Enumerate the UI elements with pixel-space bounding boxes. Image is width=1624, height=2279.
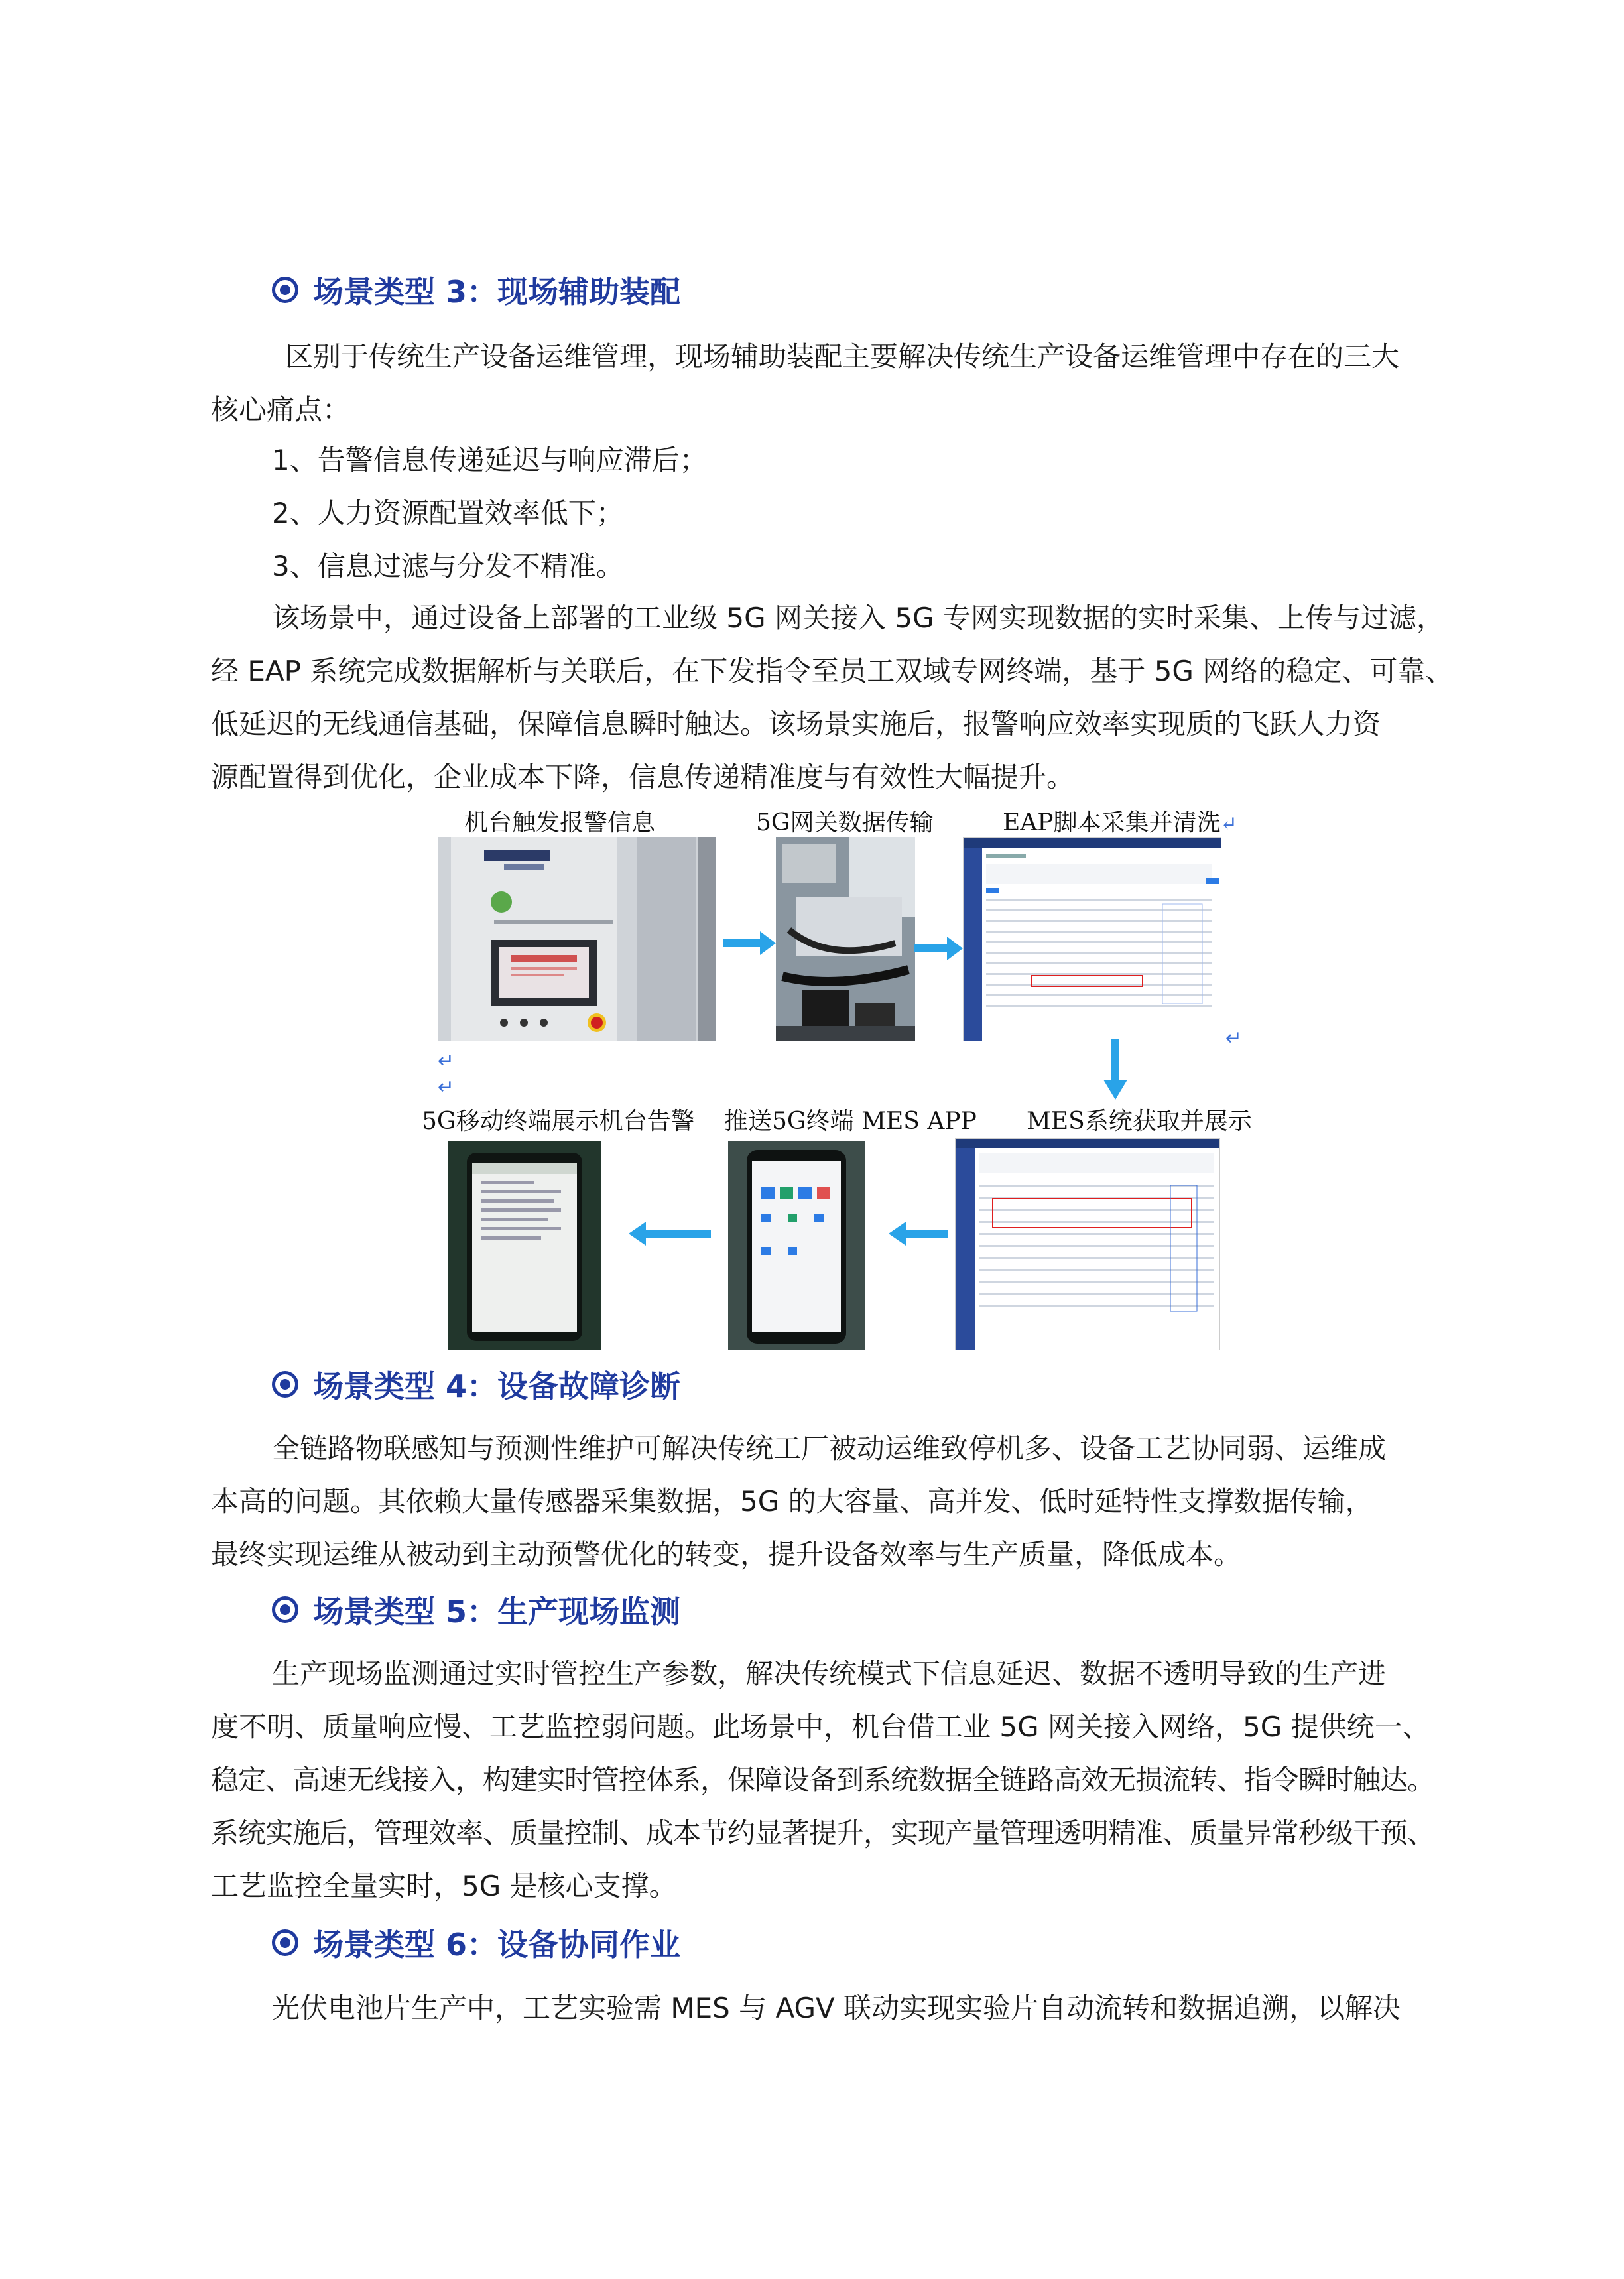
eap-screenshot [963,837,1221,1041]
mes-system-screenshot [955,1138,1220,1350]
arrow-right-icon [914,935,963,962]
section-5-body: 生产现场监测通过实时管控生产参数，解决传统模式下信息延迟、数据不透明导致的生产进 度不明、质量响应慢、工艺监控弱问题。此场景中，机台借工业 5G 网关接入网络，5G 提供统一、 稳定、高速无线接入，构建实时管控体系，保障设备到系统数据全链路高效无损流转、指令瞬时触达。 系统实施后，管理效率、质量控制、成本节约显著提升，实现产量管理透明精准、质量异常秒级干预、 工艺监控全量实时，5G 是核心支撑。 [211,1658,1435,1902]
list-item: 1、告警信息传递延迟与响应滞后； [272,444,708,476]
phone-app-drawing [728,1141,865,1350]
gateway-photo [776,837,915,1041]
section-3-intro: 区别于传统生产设备运维管理，现场辅助装配主要解决传统生产设备运维管理中存在的三大 核心痛点： [211,340,1400,426]
section-6-title: 场景类型 6：设备协同作业 [313,1927,681,1963]
circle-bullet-icon [272,1929,298,1956]
mes-table-drawing [956,1139,1220,1350]
arrow-down-icon [1102,1039,1129,1100]
list-item: 3、信息过滤与分发不精准。 [272,550,624,582]
caption-machine-alarm: 机台触发报警信息 [464,809,656,836]
machine-alarm-photo [438,837,716,1041]
section-6-heading [272,1921,680,1965]
mobile-alarm-photo [448,1141,601,1350]
circle-bullet-icon [272,1596,298,1623]
caption-eap: EAP脚本采集并清洗↵ [1003,809,1237,836]
section-6-body: 光伏电池片生产中，工艺实验需 MES 与 AGV 联动实现实验片自动流转和数据追溯，以解决 [272,1992,1401,2024]
caption-mobile-terminal: 5G移动终端展示机台告警 [422,1108,695,1135]
arrow-left-icon [889,1220,948,1247]
section-3-body: 该场景中，通过设备上部署的工业级 5G 网关接入 5G 专网实现数据的实时采集、上传与过滤， 经 EAP 系统完成数据解析与关联后，在下发指令至员工双域专网终端，基于 5G 网络的稳定、可靠、 低延迟的无线通信基础，保障信息瞬时触达。该场景实施后，报警响应效率实现质的飞跃人力资 源配置得到优化，企业成本下降，信息传递精准度与有效性大幅提升。 [211,602,1454,793]
gateway-photo-drawing [776,837,915,1041]
list-item: 2、人力资源配置效率低下； [272,497,624,529]
section-4-body: 全链路物联感知与预测性维护可解决传统工厂被动运维致停机多、设备工艺协同弱、运维成 本高的问题。其依赖大量传感器采集数据，5G 的大容量、高并发、低时延特性支撑数据传输， 最终实现运维从被动到主动预警优化的转变，提升设备效率与生产质量，降低成本。 [211,1432,1387,1571]
phone-alarm-drawing [448,1141,601,1350]
section-3-title: 场景类型 3：现场辅助装配 [313,274,681,310]
machine-photo-drawing [438,837,716,1041]
section-5-title: 场景类型 5：生产现场监测 [313,1594,681,1630]
section-3-points [211,434,1458,593]
caption-mes-system: MES系统获取并展示 [1027,1108,1252,1135]
circle-bullet-icon [272,277,298,303]
eap-table-drawing [964,838,1221,1041]
mes-app-photo [728,1141,865,1350]
document-page: 场景类型 3：现场辅助装配 区别于传统生产设备运维管理，现场辅助装配主要解决传统生产设备运维管理中存在的三大 核心痛点： 1、告警信息传递延迟与响应滞后； 2、人力资源配置效率低下； 3、信息过滤与分发不精准。 该场景中，通过设备上部署的工业级 5G 网关接入 5G 专网实现数据的实时采集、上传与过滤， 经 EAP 系统完成数据解析与关联后，在下发指令至员工双域专网终端，基于 5G 网络的稳定、可靠、 低延迟的无线通信基础，保障信息瞬时触达。该场景实施后，报警响应效率实现质的飞跃人力资 源配置得到优化，企业成本下降，信息传递精准度与有效性大幅提升。 机台触发报警信息 5G网关数据传输 EAP脚本采集并清洗↵ ↵ ↵ ↵ 5G移动终端展示机台告警 推送5G终端 MES APP MES系统获取并展示 场景类型 4：设备故障诊断 全链路物联感知与预测性维护可解决传统工厂被动运维致停机多、设备工艺协同弱、运维成 本高的问题。其依赖大量传感器采集数据，5G 的大容量、高并发、低时延特性支撑数据传输， 最终实现运维从被动到主动预警优化的转变，提升设备效率与生产质量，降低成本。 场景类型 5：生产现场监测 生产现场监测通过实时管控生产参数，解决传统模式下信息延迟、数据不透明导致的生产进 度不明、质量响应慢、工艺监控弱问题。此场景中，机台借工业 5G 网关接入网络，5G 提供统一、 稳定、高速无线接入，构建实时管控体系，保障设备到系统数据全链路高效无损流转、指令瞬时触达。 系统实施后，管理效率、质量控制、成本节约显著提升，实现产量管理透明精准、质量异常秒级干预、 工艺监控全量实时，5G 是核心支撑。 场景类型 6：设备协同作业 光伏电池片生产中，工艺实验需 MES 与 AGV 联动实现实验片自动流转和数据追溯，以解决 [0,0,1624,2279]
circle-bullet-icon [272,1371,298,1398]
arrow-right-icon [723,930,776,956]
caption-push-app: 推送5G终端 MES APP [724,1108,977,1135]
caption-gateway: 5G网关数据传输 [756,809,934,836]
section-5-heading [272,1588,680,1632]
section-3-heading [272,268,680,312]
arrow-left-icon [629,1220,711,1247]
section-4-title: 场景类型 4：设备故障诊断 [313,1368,681,1404]
section-4-heading [272,1362,680,1406]
